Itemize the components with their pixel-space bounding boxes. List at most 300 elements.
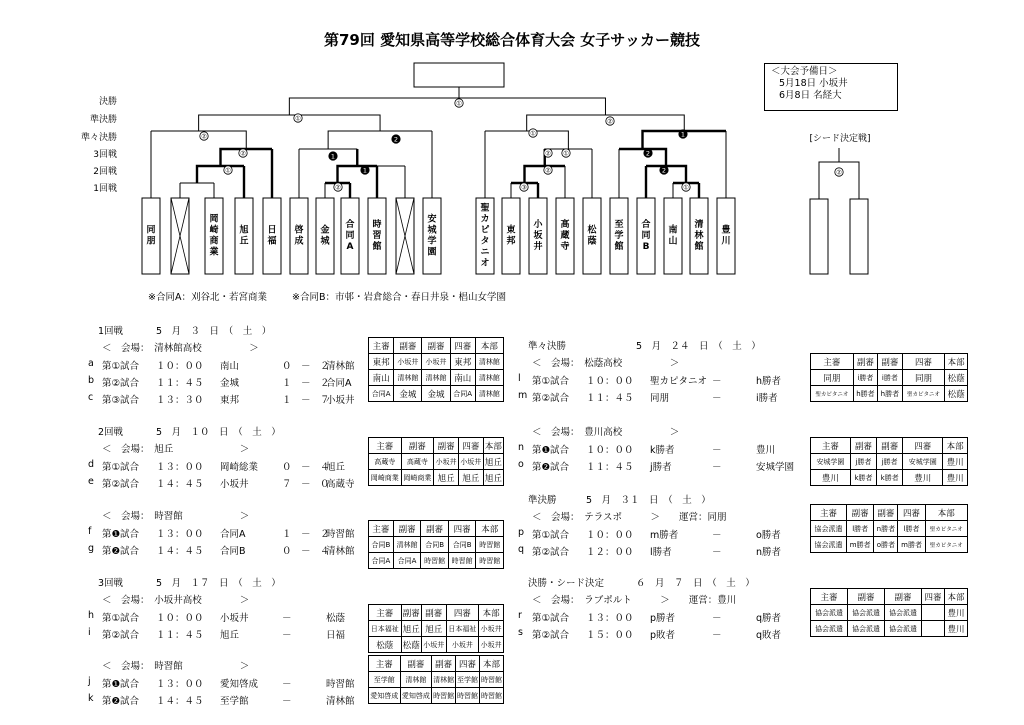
bracket-line (527, 115, 685, 131)
venue: ＜ 会場： 松蔭高校 ＞ (532, 358, 680, 369)
table-cell: 岡崎商業 (369, 470, 402, 486)
table-cell (922, 605, 945, 621)
column-header: 主審 (369, 656, 401, 672)
round-date: ６ 月 ７ 日 （ 土 ） (636, 578, 755, 589)
table-cell: 清林館 (394, 370, 422, 386)
match-home: 東邦 (220, 395, 240, 406)
table-cell: 同朋 (811, 370, 854, 386)
column-header: 主審 (811, 589, 848, 605)
match-away: 高蔵寺 (326, 479, 355, 490)
column-header: 主審 (369, 438, 402, 454)
champion-box (414, 63, 504, 87)
round-label: 1回戦 (93, 184, 117, 194)
match-score: － (282, 679, 292, 690)
column-header: 副審 (878, 354, 902, 370)
round-name: 3回戦 (98, 578, 124, 589)
table-cell: 小坂井 (446, 637, 479, 653)
column-header: 副審 (434, 438, 459, 454)
column-header: 四審 (903, 438, 943, 454)
match-away: 松蔭 (326, 613, 346, 624)
match-no: 第①試合 (532, 613, 570, 624)
column-header: 副審 (853, 354, 877, 370)
column-header: 本部 (483, 438, 503, 454)
match-home: 合同A (220, 529, 246, 540)
column-header: 主審 (811, 438, 851, 454)
table-cell: 旭丘 (483, 470, 503, 486)
match-time: １３：００ (586, 613, 634, 624)
seed-label: [シード決定戦] (809, 134, 871, 144)
match-score: ０ － ４ (282, 546, 330, 557)
match-number: ③ (521, 183, 527, 192)
match-away: q勝者 (756, 613, 782, 624)
referee-table (368, 655, 504, 704)
venue: ＜ 会場： 清林館高校 ＞ (102, 343, 259, 354)
team-name: 豊川 (721, 225, 731, 247)
team-name: 小坂井 (533, 220, 543, 253)
referee-table (810, 504, 968, 553)
match-time: １２：００ (586, 547, 634, 558)
column-header: 副審 (394, 338, 422, 354)
table-row (369, 370, 504, 386)
match-no: 第②試合 (102, 378, 140, 389)
team-name: 東邦 (506, 225, 516, 247)
column-header: 副審 (400, 656, 432, 672)
column-header: 本部 (944, 589, 967, 605)
table-cell: 小坂井 (434, 454, 459, 470)
match-no: 第❷試合 (532, 462, 570, 473)
referee-table (368, 520, 504, 569)
round-label: 決勝 (98, 97, 117, 107)
table-cell: 協会派遣 (811, 621, 848, 637)
round-name: 2回戦 (98, 427, 124, 438)
table-cell: 合同A (450, 386, 475, 402)
match-no: 第②試合 (532, 393, 570, 404)
match-score: － (712, 462, 722, 473)
table-cell: 旭丘 (434, 470, 459, 486)
table-cell: 南山 (369, 370, 394, 386)
match-no: 第❶試合 (532, 445, 570, 456)
column-header: 四審 (902, 354, 945, 370)
column-header: 副審 (847, 505, 874, 521)
table-cell: 金城 (394, 386, 422, 402)
column-header: 副審 (422, 338, 450, 354)
column-header: 副審 (848, 589, 885, 605)
match-away: 時習館 (326, 679, 355, 690)
match-number: 1 (330, 152, 336, 161)
column-header: 本部 (943, 438, 968, 454)
table-cell: 高蔵寺 (401, 454, 434, 470)
table-cell: 金城 (422, 386, 450, 402)
table-cell: 松蔭 (369, 637, 402, 653)
table-cell: 東邦 (450, 354, 475, 370)
table-cell: 時習館 (476, 537, 504, 553)
match-no: 第❷試合 (102, 546, 140, 557)
table-row (811, 386, 968, 402)
bracket-line (328, 131, 432, 149)
table-cell: 清林館 (432, 672, 456, 688)
column-header: 四審 (450, 338, 475, 354)
bracket (0, 0, 1024, 285)
match-number: ① (530, 129, 536, 138)
table-header-row (369, 605, 504, 621)
team-box (850, 199, 868, 274)
match-number: ② (607, 117, 613, 126)
match-no: 第❷試合 (102, 696, 140, 707)
match-number: ② (836, 168, 842, 177)
round-date: 5 月 ３１ 日 （ 土 ） (586, 495, 711, 506)
table-cell: 日本福祉 (446, 621, 479, 637)
round-name: 1回戦 (98, 326, 124, 337)
table-row (811, 621, 968, 637)
match-number: ① (225, 166, 231, 175)
table-cell: 小坂井 (479, 621, 504, 637)
match-no: 第③試合 (102, 395, 140, 406)
team-name: 松蔭 (587, 225, 597, 247)
table-row (811, 605, 968, 621)
table-cell: 豊川 (944, 605, 967, 621)
table-cell: k勝者 (850, 470, 876, 486)
column-header: 四審 (922, 589, 945, 605)
column-header: 副審 (874, 505, 898, 521)
column-header: 副審 (421, 521, 449, 537)
table-cell: 旭丘 (401, 621, 421, 637)
column-header: 副審 (877, 438, 903, 454)
match-score: － (712, 547, 722, 558)
table-header-row (811, 438, 968, 454)
match-number: 2 (645, 149, 651, 158)
table-cell: 協会派遣 (811, 537, 847, 553)
referee-table (368, 337, 504, 402)
match-score: １ － ２ (282, 529, 330, 540)
match-score: － (712, 630, 722, 641)
match-score: － (712, 445, 722, 456)
match-home: 合同B (220, 546, 246, 557)
match-home: 同朋 (650, 393, 670, 404)
column-header: 副審 (401, 438, 434, 454)
table-cell: 豊川 (943, 454, 968, 470)
match-home: j勝者 (650, 462, 672, 473)
match-score: １ － ２ (282, 378, 330, 389)
table-cell: 清林館 (393, 537, 421, 553)
match-id: h (88, 610, 95, 621)
table-header-row (369, 521, 504, 537)
match-away: h勝者 (756, 376, 782, 387)
match-time: １３：００ (156, 679, 204, 690)
match-id: c (88, 392, 94, 403)
table-row (369, 386, 504, 402)
match-id: l (518, 373, 521, 384)
table-header-row (811, 354, 968, 370)
round-date: 5 月 ２４ 日 （ 土 ） (636, 341, 761, 352)
table-cell: 時習館 (421, 553, 449, 569)
match-home: 小坂井 (220, 613, 249, 624)
match-time: １４：４５ (156, 546, 204, 557)
notes (148, 289, 528, 303)
column-header: 本部 (476, 521, 504, 537)
table-cell: 豊川 (811, 470, 851, 486)
match-id: b (88, 375, 95, 386)
match-time: １０：００ (156, 361, 204, 372)
table-cell: 時習館 (480, 688, 504, 704)
table-cell: 旭丘 (483, 454, 503, 470)
table-header-row (369, 656, 504, 672)
match-time: １１：４５ (156, 378, 204, 389)
table-cell: 松蔭 (401, 637, 421, 653)
table-cell: j勝者 (850, 454, 876, 470)
round-name: 準々決勝 (528, 341, 567, 352)
match-time: １３：００ (156, 529, 204, 540)
table-cell: 豊川 (943, 470, 968, 486)
match-away: 時習館 (326, 529, 355, 540)
table-cell: h勝者 (853, 386, 877, 402)
table-cell: 協会派遣 (885, 605, 922, 621)
match-time: １０：００ (586, 445, 634, 456)
table-row (369, 553, 504, 569)
column-header: 本部 (925, 505, 967, 521)
team-name: 時習館 (372, 220, 382, 253)
team-name: 同朋 (146, 225, 156, 247)
table-cell: 清林館 (475, 386, 503, 402)
table-cell: 時習館 (456, 688, 480, 704)
match-score: － (712, 530, 722, 541)
round-date: 5 月 ３ 日 （ 土 ） (156, 326, 272, 337)
table-cell: n勝者 (874, 521, 898, 537)
round-name: 決勝・シード決定 (528, 578, 605, 589)
match-id: k (88, 693, 94, 704)
match-home: p勝者 (650, 613, 676, 624)
table-row (369, 470, 504, 486)
table-cell (922, 621, 945, 637)
reserve-label: ＜大会予備日＞ (771, 66, 838, 77)
match-no: 第②試合 (102, 630, 140, 641)
venue: ＜ 会場： 旭丘 ＞ (102, 444, 250, 455)
table-cell: j勝者 (877, 454, 903, 470)
bracket-line (289, 98, 605, 115)
table-header-row (369, 438, 504, 454)
table-cell: i勝者 (878, 370, 902, 386)
column-header: 副審 (401, 605, 421, 621)
table-cell: 旭丘 (421, 621, 446, 637)
table-cell: 時習館 (480, 672, 504, 688)
match-number: 1 (362, 166, 368, 175)
team-name: 日福 (267, 225, 277, 247)
column-header: 本部 (479, 605, 504, 621)
match-number: ② (545, 166, 551, 175)
table-cell: 清林館 (400, 672, 432, 688)
bracket-line (151, 131, 246, 149)
table-cell: 小坂井 (458, 454, 483, 470)
venue: ＜ 会場： ラブポルト ＞ 運営：豊川 (532, 595, 737, 606)
table-cell: m勝者 (847, 537, 874, 553)
table-cell: 清林館 (422, 370, 450, 386)
match-score: － (282, 613, 292, 624)
column-header: 四審 (456, 656, 480, 672)
column-header: 四審 (446, 605, 479, 621)
match-home: 聖カピタニオ (650, 376, 708, 387)
match-home: 旭丘 (220, 630, 240, 641)
team-name: 旭丘 (239, 225, 249, 247)
match-number: ① (295, 114, 301, 123)
match-id: s (518, 627, 523, 638)
match-time: １３：００ (156, 462, 204, 473)
table-cell: o勝者 (874, 537, 898, 553)
table-row (369, 637, 504, 653)
match-away: o勝者 (756, 530, 781, 541)
match-time: １１：４５ (586, 393, 634, 404)
match-id: e (88, 476, 94, 487)
column-header: 四審 (458, 438, 483, 454)
table-row (811, 470, 968, 486)
match-no: 第❶試合 (102, 529, 140, 540)
match-id: d (88, 459, 95, 470)
match-score: １ － ７ (282, 395, 330, 406)
match-score: － (712, 393, 722, 404)
table-cell: 聖カピタニオ (811, 386, 854, 402)
match-score: － (712, 376, 722, 387)
table-cell: 安城学園 (903, 454, 943, 470)
match-number: ① (563, 149, 569, 158)
team-name: 啓成 (294, 225, 304, 247)
match-home: l勝者 (650, 547, 672, 558)
match-number: 2 (661, 166, 667, 175)
table-row (369, 537, 504, 553)
table-cell: 松蔭 (945, 370, 968, 386)
match-no: 第①試合 (532, 376, 570, 387)
team-name: 高蔵寺 (560, 220, 570, 253)
bracket-line (485, 131, 568, 149)
table-cell: 合同B (421, 537, 449, 553)
match-away: 日福 (326, 630, 346, 641)
table-cell: 協会派遣 (848, 621, 885, 637)
table-cell: i勝者 (853, 370, 877, 386)
match-time: １０：００ (586, 530, 634, 541)
table-cell: 合同A (369, 386, 394, 402)
match-time: １０：００ (586, 376, 634, 387)
table-cell: 至学館 (369, 672, 401, 688)
match-no: 第②試合 (532, 547, 570, 558)
table-cell: 合同B (448, 537, 476, 553)
round-label: 準々決勝 (80, 133, 117, 143)
match-no: 第❶試合 (102, 679, 140, 690)
table-cell: 至学館 (456, 672, 480, 688)
match-time: １４：４５ (156, 696, 204, 707)
column-header: 本部 (475, 338, 503, 354)
table-cell: 合同A (369, 553, 394, 569)
match-home: 岡崎総業 (220, 462, 259, 473)
team-name: 安城学園 (427, 214, 437, 258)
table-cell: 清林館 (475, 354, 503, 370)
match-id: q (518, 544, 525, 555)
match-score: － (282, 696, 292, 707)
match-number: ② (201, 132, 207, 141)
table-row (811, 454, 968, 470)
column-header: 副審 (432, 656, 456, 672)
match-away: 小坂井 (326, 395, 355, 406)
table-row (369, 688, 504, 704)
column-header: 四審 (448, 521, 476, 537)
column-header: 主審 (811, 505, 847, 521)
column-header: 主審 (369, 338, 394, 354)
table-cell: 豊川 (944, 621, 967, 637)
match-id: a (88, 358, 94, 369)
table-cell: 協会派遣 (811, 521, 847, 537)
table-row (369, 454, 504, 470)
table-cell: 同朋 (902, 370, 945, 386)
table-cell: 協会派遣 (811, 605, 848, 621)
table-cell: l勝者 (898, 521, 925, 537)
note-a: ※合同A：刈谷北・若宮商業 (148, 292, 267, 303)
match-no: 第②試合 (102, 479, 140, 490)
venue: ＜ 会場： 豊川高校 ＞ (532, 427, 680, 438)
match-home: 小坂井 (220, 479, 249, 490)
match-no: 第①試合 (102, 361, 140, 372)
match-score: ０ － ２ (282, 361, 330, 372)
table-cell: 高蔵寺 (369, 454, 402, 470)
match-number: ② (335, 183, 341, 192)
match-time: １３：３０ (156, 395, 204, 406)
table-cell: h勝者 (878, 386, 902, 402)
match-away: n勝者 (756, 547, 782, 558)
match-time: １０：００ (156, 613, 204, 624)
column-header: 本部 (945, 354, 968, 370)
column-header: 副審 (421, 605, 446, 621)
referee-table (810, 588, 968, 637)
table-row (369, 672, 504, 688)
team-name: 合同 A (345, 220, 355, 253)
reserve-line-1: 5月18日 小坂井 (779, 78, 848, 89)
table-row (369, 621, 504, 637)
referee-table (810, 437, 968, 486)
table-cell: 豊川 (903, 470, 943, 486)
match-id: f (88, 526, 92, 537)
match-home: m勝者 (650, 530, 679, 541)
table-row (811, 537, 968, 553)
table-cell: 小坂井 (422, 354, 450, 370)
match-no: 第①試合 (102, 613, 140, 624)
match-number: ② (545, 149, 551, 158)
match-home: 愛知啓成 (220, 679, 259, 690)
table-cell: 小坂井 (421, 637, 446, 653)
table-cell: 安城学園 (811, 454, 851, 470)
team-name: 至学館 (614, 220, 624, 253)
team-name: 聖カピタニオ (480, 203, 490, 269)
match-away: 清林館 (326, 546, 355, 557)
bracket-line (619, 149, 666, 166)
bracket-line (199, 115, 380, 131)
match-id: p (518, 527, 525, 538)
column-header: 主審 (369, 605, 402, 621)
match-score: － (282, 630, 292, 641)
team-name: 合同 B (641, 220, 651, 253)
column-header: 本部 (480, 656, 504, 672)
table-cell: l勝者 (847, 521, 874, 537)
table-cell: k勝者 (877, 470, 903, 486)
match-id: o (518, 459, 524, 470)
match-no: 第②試合 (532, 630, 570, 641)
match-time: １１：４５ (586, 462, 634, 473)
match-away: 旭丘 (326, 462, 346, 473)
round-date: 5 月 １７ 日 （ 土 ） (156, 578, 281, 589)
match-away: 合同A (326, 378, 352, 389)
table-header-row (369, 338, 504, 354)
venue: ＜ 会場： 小坂井高校 ＞ (102, 595, 250, 606)
match-number: ① (683, 183, 689, 192)
table-cell: 松蔭 (945, 386, 968, 402)
match-away: 安城学園 (756, 462, 795, 473)
table-cell: 時習館 (476, 553, 504, 569)
column-header: 四審 (898, 505, 925, 521)
column-header: 主審 (811, 354, 854, 370)
